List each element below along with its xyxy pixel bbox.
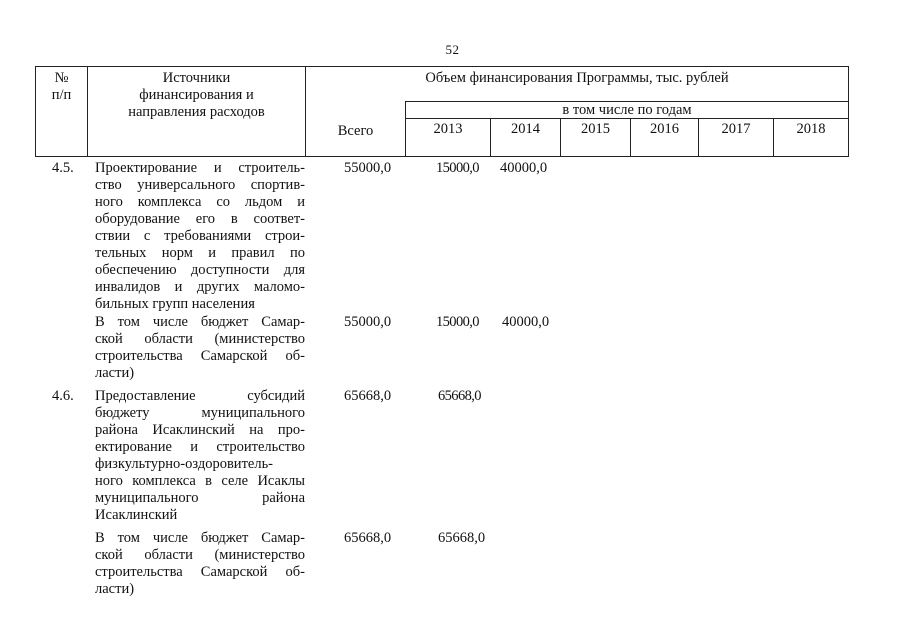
description-line: муниципального района (95, 490, 305, 506)
description-line: ствии с требованиями строи- (95, 228, 305, 244)
header-by-year: в том числе по годам (562, 102, 692, 118)
header-source-line: финансирования и (139, 87, 254, 103)
year-2013-value: 15000,0 (436, 314, 479, 330)
description-line: оборудование его в соответ- (95, 211, 305, 227)
year-subheader-border (405, 118, 849, 119)
year-2013-value: 65668,0 (438, 388, 481, 404)
total-value: 65668,0 (344, 530, 392, 546)
description-line: ласти) (95, 581, 135, 597)
description-line: строительства Самарской об- (95, 564, 305, 580)
header-num-line: № (54, 70, 69, 86)
description-line: физкультурно-оздоровитель- (95, 456, 274, 472)
description-line: строительства Самарской об- (95, 348, 305, 364)
description-line: бюджету муниципального (95, 405, 305, 421)
total-value: 65668,0 (344, 388, 392, 404)
header-year-2014: 2014 (511, 121, 540, 137)
description-line: ской области (министерство (95, 547, 305, 563)
description-line: инвалидов и других маломо- (95, 279, 305, 295)
page-number: 52 (445, 42, 460, 57)
row-number: 4.5. (52, 160, 74, 176)
total-value: 55000,0 (344, 160, 392, 176)
header-total: Всего (337, 123, 374, 139)
header-year-2016: 2016 (650, 121, 679, 137)
table-header-bottom-border (35, 156, 849, 157)
header-year-2017: 2017 (721, 121, 751, 137)
header-year-2013: 2013 (433, 121, 463, 137)
table-top-border (35, 66, 849, 67)
row-number: 4.6. (52, 388, 74, 404)
description-line: Проектирование и строитель- (95, 160, 305, 176)
year-2014-value: 40000,0 (502, 314, 550, 330)
description-line: бильных групп населения (95, 296, 255, 312)
year-2014-value: 40000,0 (500, 160, 548, 176)
description-line: района Исаклинский на про- (95, 422, 305, 438)
description-line: ного комплекса со льдом и (95, 194, 305, 210)
description-line: тельных норм и правил по (95, 245, 305, 261)
row-description (95, 530, 305, 598)
header-volume: Объем финансирования Программы, тыс. рублей (425, 70, 729, 86)
total-value: 55000,0 (344, 314, 392, 330)
description-line: Предоставление субсидий (95, 388, 305, 404)
year-2013-value: 15000,0 (436, 160, 479, 176)
year-2013-value: 65668,0 (438, 530, 486, 546)
header-source (88, 70, 305, 121)
header-num (36, 70, 87, 104)
description-line: ласти) (95, 365, 135, 381)
table-right-border (848, 66, 849, 157)
description-line: ного комплекса в селе Исаклы (95, 473, 305, 489)
description-line: В том числе бюджет Самар- (95, 530, 305, 546)
header-year-2015: 2015 (581, 121, 610, 137)
description-line: ектирование и строительство (95, 439, 305, 455)
header-source-line: Источники (162, 70, 231, 86)
description-line: Исаклинский (95, 507, 178, 523)
header-num-line: п/п (51, 87, 72, 103)
description-line: ство универсального спортив- (95, 177, 305, 193)
description-line: обеспечению доступности для (95, 262, 305, 278)
row-description (95, 160, 305, 313)
description-line: В том числе бюджет Самар- (95, 314, 305, 330)
header-year-2018: 2018 (796, 121, 826, 137)
header-source-line: направления расходов (128, 104, 265, 120)
description-line: ской области (министерство (95, 331, 305, 347)
row-description (95, 388, 305, 524)
row-description (95, 314, 305, 382)
